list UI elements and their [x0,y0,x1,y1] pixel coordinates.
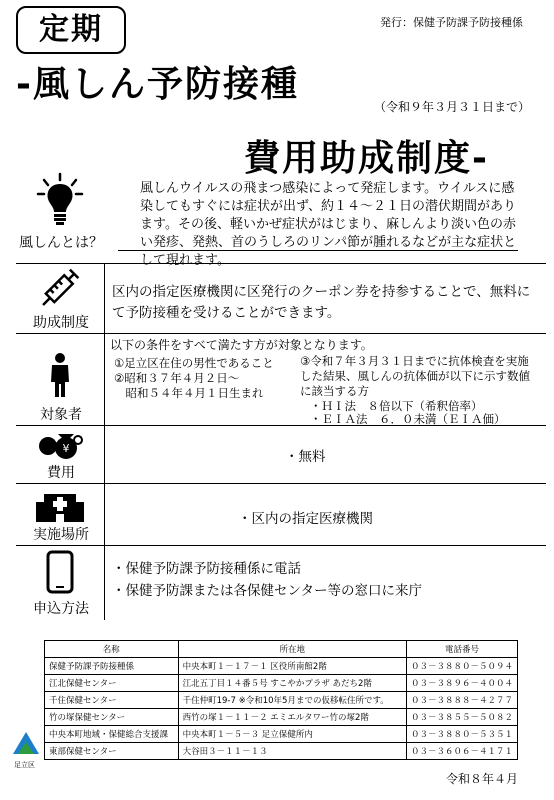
divider [16,263,546,264]
about-underline [118,250,518,251]
svg-text:¥: ¥ [62,442,70,455]
table-header: 電話番号 [406,641,517,658]
table-cell: 中央本町１－１７－１ 区役所南館2階 [178,658,406,675]
publisher: 発行：保健予防課予防接種係 [380,16,523,29]
page-title-line2: 費用助成制度- [244,138,489,179]
apply-line-2: ・保健予防課または各保健センター等の窓口に来庁 [112,583,422,599]
table-cell: 千住保健センター [45,692,179,709]
place-text: ・区内の指定医療機関 [238,511,373,527]
table-cell: 東部保健センター [45,743,179,760]
table-row [45,709,518,726]
table-cell: ０３－３８８０－５３５１ [406,726,517,743]
target-condition-3a: ③令和７年３月３１日までに抗体検査を実施 [300,354,529,368]
table-cell: 保健予防課予防接種係 [45,658,179,675]
table-cell: 西竹の塚１－１１－２ エミエルタワー竹の塚2階 [178,709,406,726]
section-label-place: 実施場所 [33,527,89,543]
syringe-icon [16,268,104,308]
table-cell: 江北保健センター [45,675,179,692]
table-header: 名称 [45,641,179,658]
table-row [45,658,518,675]
system-text: 区内の指定医療機関に区発行のクーポン券を持参することで、無料にて予防接種を受けることができます。 [112,284,531,321]
target-intro: 以下の条件をすべて満たす方が対象となります。 [110,338,373,352]
table-cell: 竹の塚保健センター [45,709,179,726]
target-condition-2b: 昭和５４年４月１日生まれ [114,386,264,400]
divider [16,333,546,334]
table-cell: ０３－３８８０－５０９４ [406,658,517,675]
table-header-row [45,641,518,658]
section-label-apply: 申込方法 [33,601,89,617]
target-condition-3b: した結果、風しんの抗体価が以下に示す数値 [300,369,530,383]
page-title-line1: -風しん予防接種 [16,64,299,105]
table-row [45,692,518,709]
section-label-about: 風しんとは？ [19,235,103,251]
target-condition-3c: に該当する方 [300,384,369,398]
table-row [45,743,518,760]
issue-date: 令和８年４月 [446,772,519,786]
table-cell: 中央本町地域・保健総合支援課 [45,726,179,743]
table-row [45,675,518,692]
adachi-ward-logo [12,730,40,758]
table-cell: ０３－３８８８－４２７７ [406,692,517,709]
table-cell: 大谷田３－１１－１３ [178,743,406,760]
vertical-divider [104,263,105,620]
cost-text: ・無料 [285,449,326,465]
contacts-table [44,640,518,760]
table-header: 所在地 [178,641,406,658]
ward-name: 足立区 [14,761,35,769]
apply-line-1: ・保健予防課予防接種係に電話 [112,561,301,577]
section-label-system: 助成制度 [33,315,89,331]
periodic-badge: 定期 [16,6,126,54]
person-icon [16,352,104,398]
table-cell: 中央本町１－５－３ 足立保健所内 [178,726,406,743]
table-cell: ０３－３６０６－４１７１ [406,743,517,760]
target-condition-1: ①足立区在住の男性であること [114,356,274,370]
table-cell: 江北五丁目１４番５号 すこやかプラザ あだち2階 [178,675,406,692]
hospital-icon [16,488,104,522]
about-text: 風しんウイルスの飛まつ感染によって発症します。ウイルスに感染してもすぐには症状が出ず、約１４～２１日の潜伏期間があります。その後、軽いかぜ症状がはじまり、麻しんより淡い色の赤い発疹、発熱、首のうしろのリンパ節が腫れるなどが主な症状として現れます。 [140,181,517,268]
smartphone-icon [16,550,104,594]
target-criterion-hi: ・ＨＩ法 ８倍以下（希釈倍率） [310,399,483,413]
lightbulb-icon [16,172,104,228]
table-row [45,726,518,743]
divider [16,545,546,546]
table-cell: ０３－３８５５－５０８２ [406,709,517,726]
section-label-target: 対象者 [40,407,82,423]
table-cell: ０３－３８９６－４００４ [406,675,517,692]
table-cell: 千住仲町19-7 ※令和10年5月までの仮移転住所です。 [178,692,406,709]
money-bag-icon [16,428,104,462]
validity-period: （令和９年３月３１日まで） [374,100,531,114]
target-condition-2a: ②昭和３７年４月２日～ [114,371,240,385]
target-criterion-eia: ・ＥＩＡ法 ６．０未満（ＥＩＡ価） [310,412,506,426]
divider [16,483,546,484]
section-label-cost: 費用 [47,465,75,481]
